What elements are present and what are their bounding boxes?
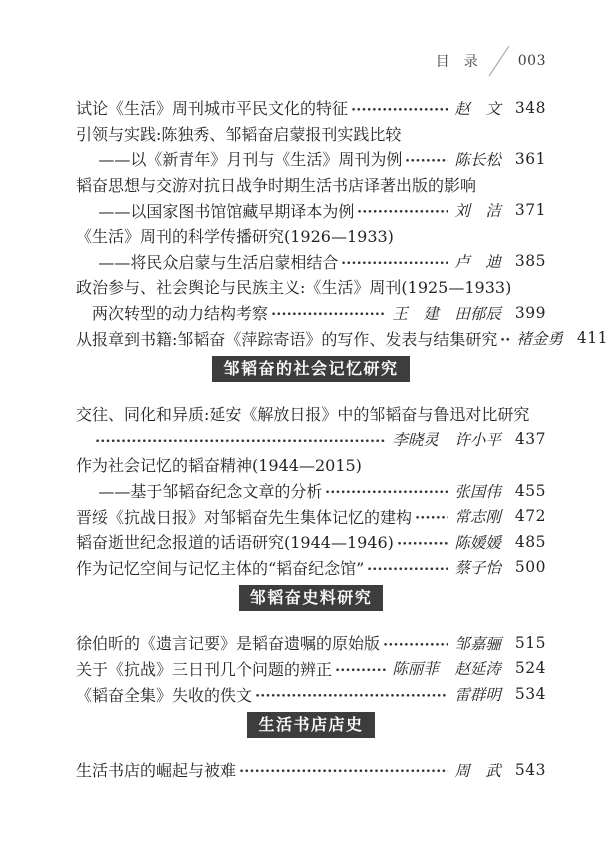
toc-entry-authors: 陈丽菲 赵延涛 <box>392 660 501 679</box>
toc-entry-page-number: 361 <box>514 149 546 168</box>
toc-entry-authors: 张国伟 <box>454 482 501 501</box>
toc-entry-title: 引领与实践:陈独秀、邹韬奋启蒙报刊实践比较 <box>76 124 402 144</box>
toc-entry <box>76 223 546 249</box>
toc-entry <box>76 249 546 275</box>
toc-entry <box>76 300 546 326</box>
section-heading-row <box>76 356 546 382</box>
toc-entry-title: 《生活》周刊的科学传播研究(1926—1933) <box>76 227 394 247</box>
toc-entry-authors: 邹嘉骊 <box>454 634 501 653</box>
toc-entry-page-number: 348 <box>514 98 546 117</box>
running-head <box>0 0 610 78</box>
dot-leader <box>325 478 448 504</box>
section-heading-row <box>76 585 546 611</box>
toc-entry-title: 从报章到书籍:邹韬奋《萍踪寄语》的写作、发表与结集研究 <box>76 329 498 349</box>
dot-leader <box>357 197 448 223</box>
toc-entry-title: ——以国家图书馆馆藏早期译本为例 <box>98 201 355 221</box>
dot-leader <box>397 529 448 555</box>
toc-entry-title: 晋绥《抗战日报》对邹韬奋先生集体记忆的建构 <box>76 507 413 527</box>
toc-entry-title: 徐伯昕的《遗言记要》是韬奋遗嘱的原始版 <box>76 634 381 654</box>
dot-leader <box>335 656 386 682</box>
toc-entry-page-number: 437 <box>514 430 546 449</box>
toc-entry-title: 作为记忆空间与记忆主体的“韬奋纪念馆” <box>76 558 365 578</box>
toc-entry-title: 作为社会记忆的韬奋精神(1944—2015) <box>76 456 362 476</box>
toc-entry-title: 《韬奋全集》失收的佚文 <box>76 685 253 705</box>
section-heading: 生活书店店史 <box>247 712 374 738</box>
toc-entry <box>76 146 546 172</box>
dot-leader <box>405 146 448 172</box>
toc-entry <box>76 325 609 351</box>
toc-entry <box>76 656 546 682</box>
toc-entry-title: 韬奋思想与交游对抗日战争时期生活书店译著出版的影响 <box>76 176 477 196</box>
toc-entry-authors: 卢 迪 <box>454 253 501 272</box>
dot-leader <box>239 757 448 783</box>
dot-leader <box>500 325 510 351</box>
dot-leader <box>415 503 448 529</box>
toc-entry-authors: 雷群明 <box>454 686 501 705</box>
toc-entry-authors: 常志刚 <box>454 508 501 527</box>
toc-entry-title: ——将民众启蒙与生活启蒙相结合 <box>98 252 339 272</box>
dot-leader <box>95 427 386 453</box>
toc-entry <box>76 757 546 783</box>
toc-entry-authors: 赵 文 <box>454 99 501 118</box>
toc-entry-authors: 李晓灵 许小平 <box>392 431 501 450</box>
toc-entry <box>76 529 546 555</box>
toc-entry-title: ——基于邹韬奋纪念文章的分析 <box>98 482 323 502</box>
toc-entry <box>76 121 546 147</box>
toc-entry-page-number: 500 <box>514 558 546 577</box>
toc-entry-page-number: 411 <box>576 329 609 348</box>
toc-entry-title: 韬奋逝世纪念报道的话语研究(1944—1946) <box>76 533 394 553</box>
toc-entry <box>76 452 546 478</box>
toc-entry <box>76 95 546 121</box>
toc-entry <box>76 478 546 504</box>
toc-entry-page-number: 485 <box>514 532 546 551</box>
dot-leader <box>351 95 448 121</box>
toc-entry-title: 生活书店的崛起与被难 <box>76 761 237 781</box>
toc-entry-authors: 陈长松 <box>454 150 501 169</box>
toc-entry <box>76 681 546 707</box>
toc-entry-title: 政治参与、社会舆论与民族主义:《生活》周刊(1925—1933) <box>76 278 512 298</box>
toc-entry-page-number: 385 <box>514 252 546 271</box>
toc-entry-authors: 刘 洁 <box>454 202 501 221</box>
dot-leader <box>271 300 386 326</box>
toc-entry-authors: 褚金勇 <box>516 330 563 349</box>
toc-list <box>0 78 610 782</box>
dot-leader <box>383 630 448 656</box>
toc-entry-page-number: 543 <box>514 760 546 779</box>
toc-entry <box>76 555 546 581</box>
toc-entry-title: ——以《新青年》月刊与《生活》周刊为例 <box>98 150 403 170</box>
slash-divider-icon <box>487 44 511 78</box>
running-head-title: 目 录 <box>435 54 478 70</box>
toc-entry-page-number: 515 <box>514 633 546 652</box>
dot-leader <box>341 249 448 275</box>
toc-entry <box>76 172 546 198</box>
toc-entry-page-number: 455 <box>514 481 546 500</box>
toc-entry-title: 两次转型的动力结构考察 <box>92 304 269 324</box>
section-heading: 邹韬奋的社会记忆研究 <box>212 356 409 382</box>
toc-entry-authors: 蔡子怡 <box>454 559 501 578</box>
toc-entry <box>76 630 546 656</box>
toc-entry-page-number: 524 <box>514 659 546 678</box>
toc-entry-page-number: 534 <box>514 685 546 704</box>
toc-entry-title: 关于《抗战》三日刊几个问题的辨正 <box>76 659 333 679</box>
toc-entry-title: 试论《生活》周刊城市平民文化的特征 <box>76 99 349 119</box>
running-head-page-number: 003 <box>517 53 546 69</box>
toc-entry <box>76 427 546 453</box>
section-heading-row <box>76 712 546 738</box>
toc-entry-authors: 周 武 <box>454 761 501 780</box>
dot-leader <box>255 681 448 707</box>
toc-entry-page-number: 399 <box>514 303 546 322</box>
toc-entry-authors: 王 建 田郁辰 <box>392 304 501 323</box>
toc-entry <box>76 274 546 300</box>
section-heading: 邹韬奋史料研究 <box>239 585 384 611</box>
toc-entry-page-number: 472 <box>514 507 546 526</box>
toc-entry <box>76 197 546 223</box>
toc-entry <box>76 503 546 529</box>
toc-entry <box>76 401 546 427</box>
toc-entry-page-number: 371 <box>514 201 546 220</box>
dot-leader <box>367 555 448 581</box>
toc-entry-authors: 陈媛媛 <box>454 533 501 552</box>
toc-entry-title: 交往、同化和异质:延安《解放日报》中的邹韬奋与鲁迅对比研究 <box>76 405 530 425</box>
